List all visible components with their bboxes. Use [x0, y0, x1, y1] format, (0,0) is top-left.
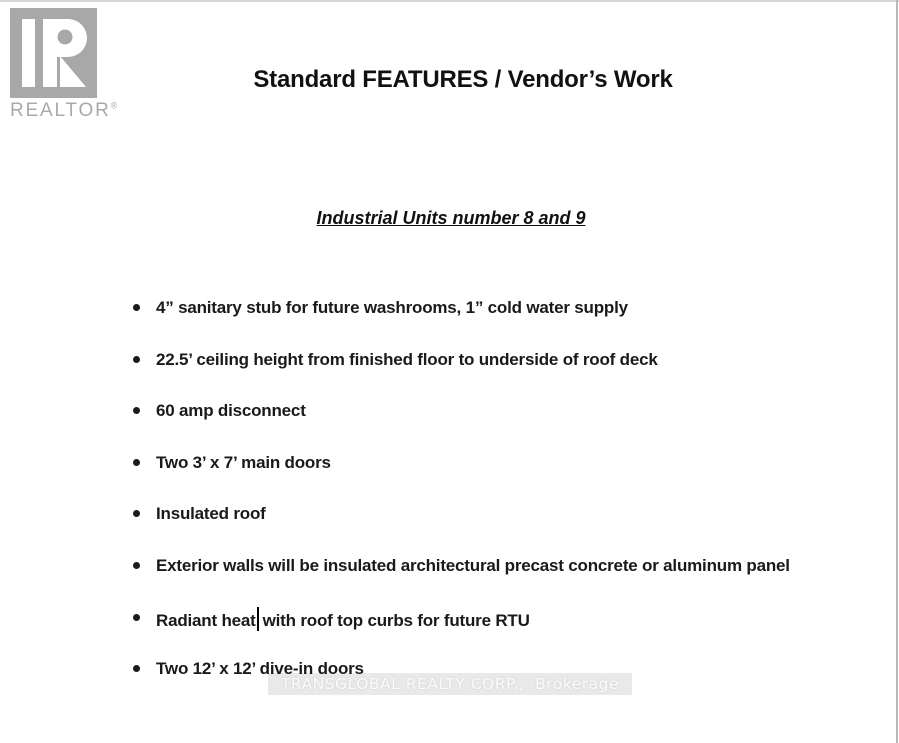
- list-item: [133, 555, 869, 607]
- feature-text: 22.5’ ceiling height from finished floor to underside of roof deck: [156, 349, 658, 369]
- realtor-logo-label: [10, 100, 130, 122]
- feature-text-before-caret: Radiant heat: [156, 610, 256, 630]
- list-item: [133, 607, 869, 659]
- list-item: [133, 503, 869, 555]
- bullet-icon: [133, 510, 140, 517]
- registered-trademark-symbol: ®: [110, 100, 118, 111]
- realtor-logo: [10, 8, 130, 122]
- feature-text: Two 3’ x 7’ main doors: [156, 452, 331, 472]
- list-item: [133, 658, 869, 710]
- feature-text: Exterior walls will be insulated architectural precast concrete or aluminum panel: [156, 555, 790, 575]
- features-list: [133, 297, 869, 710]
- bullet-icon: [133, 562, 140, 569]
- section-subtitle: Industrial Units number 8 and 9: [316, 208, 586, 228]
- brokerage-watermark: TRANSGLOBAL REALTY CORP., Brokerage: [268, 673, 632, 695]
- page-border-right: [896, 0, 898, 743]
- feature-text: [156, 607, 869, 632]
- list-item: [133, 452, 869, 504]
- feature-text-after-caret: with roof top curbs for future RTU: [262, 610, 530, 630]
- feature-text: Two 12’ x 12’ dive-in doors: [156, 659, 364, 679]
- bullet-icon: [133, 407, 140, 414]
- feature-text: 60 amp disconnect: [156, 401, 306, 421]
- bullet-icon: [133, 356, 140, 363]
- realtor-logo-text: REALTOR: [10, 100, 111, 121]
- bullet-icon: [133, 459, 140, 466]
- text-cursor: [257, 607, 259, 631]
- page-border-top: [0, 0, 899, 2]
- list-item: [133, 297, 869, 349]
- page-title: Standard FEATURES / Vendor’s Work: [253, 66, 673, 93]
- bullet-icon: [133, 614, 140, 621]
- list-item: [133, 349, 869, 401]
- bullet-icon: [133, 304, 140, 311]
- list-item: [133, 400, 869, 452]
- feature-text: 4” sanitary stub for future washrooms, 1” cold water supply: [156, 298, 628, 317]
- feature-text: Insulated roof: [156, 504, 266, 524]
- bullet-icon: [133, 665, 140, 672]
